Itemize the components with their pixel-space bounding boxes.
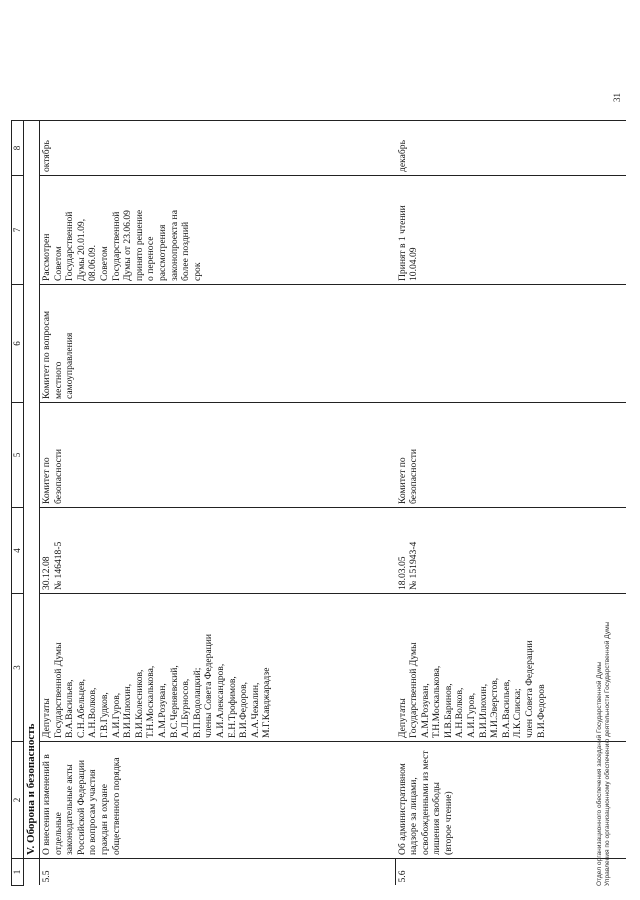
planned-month [40, 121, 396, 176]
text-line: Думы от 23.06.09 [122, 210, 134, 281]
page-number: 31 [612, 93, 622, 102]
text-line: Государственной [110, 211, 122, 281]
column-number-row [12, 121, 24, 886]
text-line: (второе чтение) [442, 791, 454, 855]
text-line: Т.Н.Москалькова, [431, 665, 443, 738]
text-line: местного [52, 361, 64, 399]
text-line: Комитет по [41, 457, 52, 504]
text-line: Российской Федерации [75, 760, 87, 855]
registration-info [40, 508, 396, 594]
text-line: А.Н.Волков, [454, 687, 466, 738]
text-line: № 146418-5 [52, 541, 64, 590]
column-number: 2 [12, 742, 24, 859]
bill-status [396, 176, 626, 285]
co-executor-committee [40, 285, 396, 403]
text-line: Советом [52, 246, 64, 281]
text-line: А.М.Розуван, [156, 683, 168, 738]
text-line: отдельные [52, 812, 64, 855]
text-line: М.И.Эверстов, [489, 677, 501, 738]
bill-authors [40, 594, 396, 742]
section-spacer [24, 859, 40, 886]
co-executor-committee [396, 285, 626, 403]
text-line: Государственной Думы [408, 642, 420, 738]
text-line: В.И.Колесников, [133, 669, 145, 738]
bill-authors [396, 594, 626, 742]
text-line: декабрь [396, 140, 408, 172]
text-line: 18.03.05 [396, 556, 408, 590]
text-line: 30.12.08 [41, 556, 52, 590]
text-line: А.М.Розуван, [419, 683, 431, 738]
text-line: А.А.Чекалин, [249, 682, 261, 738]
text-line: законопроекта на [168, 210, 180, 281]
text-line: надзоре за лицами, [408, 777, 420, 855]
text-line: общественного порядка [110, 757, 122, 855]
text-line: самоуправления [64, 332, 76, 399]
text-line: члены Совета Федерации [203, 633, 215, 738]
text-line: Депутаты [396, 698, 408, 738]
text-line: Думы 20.01.09, [75, 218, 87, 281]
text-line: лишения свободы [431, 782, 443, 855]
text-line: Депутаты [41, 698, 52, 738]
text-line: А.Н.Волков, [87, 687, 99, 738]
text-line: 10.04.09 [408, 247, 420, 281]
bill-status [40, 176, 396, 285]
footer-line: Управления по организационному обеспечению деятельности Государственной Думы [604, 621, 611, 886]
column-number: 6 [12, 285, 24, 403]
text-line: Т.Н.Москалькова, [145, 665, 157, 738]
text-line: Г.В.Гудков, [98, 692, 110, 738]
bills-table [11, 120, 626, 886]
text-line: В.А.Васильев, [64, 679, 76, 738]
text-line: Советом [98, 246, 110, 281]
text-line: Государственной [64, 211, 76, 281]
text-line: А.Л.Бурносов, [180, 678, 192, 738]
text-line: срок [191, 262, 203, 281]
registration-info [396, 508, 626, 594]
text-line: безопасности [52, 448, 64, 504]
section-title: V. Оборона и безопасность [24, 121, 40, 859]
table-row [40, 121, 396, 886]
table-row [396, 121, 626, 886]
text-line: законодательные акты [64, 764, 76, 855]
column-number: 7 [12, 176, 24, 285]
text-line: Об административном [396, 763, 408, 855]
text-line: рассмотрения [156, 224, 168, 281]
column-number: 8 [12, 121, 24, 176]
text-line: Рассмотрен [41, 233, 52, 281]
text-line: Комитет по [396, 457, 408, 504]
text-line: В.И.Илюхин, [122, 683, 134, 738]
row-number: 5.5 [40, 859, 396, 886]
bill-title [40, 742, 396, 859]
bill-title [396, 742, 626, 859]
text-line: Л.К.Слиска; [512, 688, 524, 738]
column-number: 5 [12, 403, 24, 508]
text-line: освобожденными из мест [419, 750, 431, 855]
text-line: И.В.Баринов, [442, 683, 454, 738]
text-line: А.И.Александров, [214, 663, 226, 738]
footer-line: Отдел организационного обеспечения заседаний Государственной Думы [596, 661, 603, 886]
text-line: № 151943-4 [408, 541, 420, 590]
text-line: В.И.Федоров, [238, 681, 250, 738]
text-line: А.И.Гуров, [110, 692, 122, 738]
text-line: Принят в 1 чтении [396, 205, 408, 281]
text-line: безопасности [408, 448, 420, 504]
section-heading-row [24, 121, 40, 886]
column-number: 3 [12, 594, 24, 742]
text-line: принято решение [133, 209, 145, 281]
responsible-committee [396, 403, 626, 508]
text-line: Е.Н.Трофимов, [226, 676, 238, 738]
text-line: В.И.Федоров [535, 684, 547, 738]
text-line: В.И.Илюхин, [477, 683, 489, 738]
text-line: более поздний [180, 221, 192, 281]
text-line: 08.06.09. [87, 245, 99, 281]
text-line: С.Н.Абельцев, [75, 678, 87, 738]
text-line: В.П.Водолацкий; [191, 667, 203, 738]
text-line: граждан в охране [98, 783, 110, 855]
text-line: Комитет по вопросам [41, 310, 52, 399]
text-line: О внесении изменений в [41, 754, 52, 855]
text-line: А.И.Гуров, [466, 692, 478, 738]
planned-month [396, 121, 626, 176]
text-line: М.Г.Кавджарадзе [261, 667, 273, 738]
text-line: октябрь [41, 140, 52, 172]
text-line: Государственной Думы [52, 642, 64, 738]
document-footer [596, 622, 612, 886]
text-line: В.С.Черняевский, [168, 665, 180, 738]
column-number: 1 [12, 859, 24, 886]
responsible-committee [40, 403, 396, 508]
row-number: 5.6 [396, 859, 626, 886]
text-line: член Совета Федерации [524, 640, 536, 738]
text-line: по вопросам участия [87, 769, 99, 855]
text-line: о переносе [145, 236, 157, 281]
column-number: 4 [12, 508, 24, 594]
text-line: В.А.Васильев, [500, 679, 512, 738]
